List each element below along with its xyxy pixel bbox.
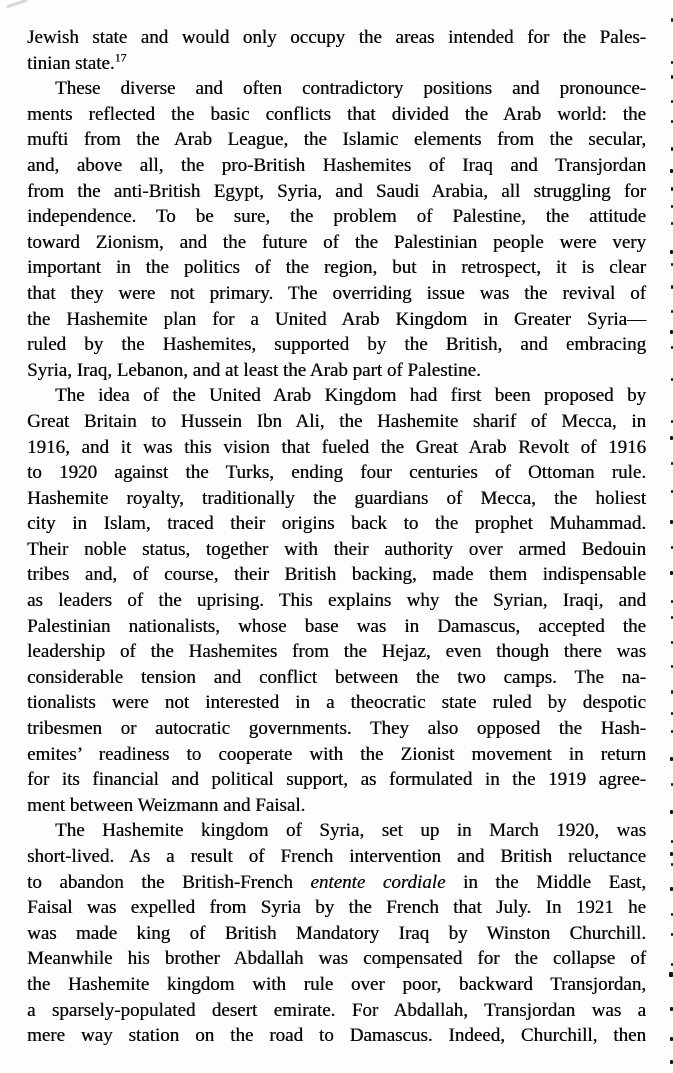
text-segment: Faisal was expelled from Syria by the French that July. In 1921 he <box>27 897 646 919</box>
text-line <box>27 588 646 614</box>
text-line <box>27 793 646 819</box>
text-segment: for its financial and political support, as formulated in the 1919 agree- <box>27 769 646 791</box>
text-segment: 1916, and it was this vision that fueled the Great Arab Revolt of 1916 <box>27 436 646 458</box>
text-segment: toward Zionism, and the future of the Palestinian people were very <box>27 231 646 253</box>
text-segment: tribesmen or autocratic governments. They also opposed the Hash- <box>27 718 646 740</box>
italic-phrase: entente cordiale <box>310 871 446 893</box>
text-segment: emites’ readiness to cooperate with the Zionist movement in return <box>27 743 646 765</box>
edge-mark <box>669 972 673 977</box>
text-line <box>27 537 646 563</box>
text-segment: important in the politics of the region, but in retrospect, it is clear <box>27 257 646 279</box>
text-segment: from the anti-British Egypt, Syria, and Saudi Arabia, all struggling for <box>27 180 646 202</box>
text-segment: the Hashemite kingdom with rule over poor, backward Transjordan, <box>27 973 646 995</box>
text-line <box>27 767 646 793</box>
text-segment: city in Islam, traced their origins back to the prophet Muhammad. <box>27 513 646 535</box>
text-segment: tionalists were not interested in a theocratic state ruled by despotic <box>27 692 646 714</box>
text-segment: These diverse and often contradictory positions and pronounce- <box>55 78 646 100</box>
text-segment: leadership of the Hashemites from the Hejaz, even though there was <box>27 641 646 663</box>
text-line <box>27 230 646 256</box>
text-line <box>27 1023 646 1049</box>
text-segment: tinian state. <box>27 52 115 74</box>
text-segment: considerable tension and conflict between the two camps. The na- <box>27 666 646 688</box>
text-line <box>27 409 646 435</box>
text-segment: The idea of the United Arab Kingdom had first been proposed by <box>55 385 646 407</box>
text-segment: ment between Weizmann and Faisal. <box>27 794 306 816</box>
text-segment: and, above all, the pro-British Hashemites of Iraq and Transjordan <box>27 154 646 176</box>
text-segment: Syria, Iraq, Lebanon, and at least the Arab part of Palestine. <box>27 359 481 381</box>
text-line <box>27 870 646 896</box>
text-line <box>27 716 646 742</box>
text-segment: mufti from the Arab League, the Islamic elements from the secular, <box>27 129 646 151</box>
text-segment: tribes and, of course, their British backing, made them indispensable <box>27 564 646 586</box>
text-segment: to abandon the British-French <box>27 871 311 893</box>
text-segment: to 1920 against the Turks, ending four centuries of Ottoman rule. <box>27 462 646 484</box>
text-segment: ments reflected the basic conflicts that divided the Arab world: the <box>27 103 646 125</box>
text-segment: mere way station on the road to Damascus. Indeed, Churchill, then <box>27 1025 646 1047</box>
text-line <box>27 127 646 153</box>
text-line <box>27 281 646 307</box>
text-line <box>27 639 646 665</box>
text-segment: Great Britain to Hussein Ibn Ali, the Hashemite sharif of Mecca, in <box>27 410 646 432</box>
text-segment: a sparsely-populated desert emirate. For Abdallah, Transjordan was a <box>27 999 646 1021</box>
text-line <box>27 255 646 281</box>
text-segment: as leaders of the uprising. This explains why the Syrian, Iraqi, and <box>27 590 646 612</box>
text-line <box>27 204 646 230</box>
text-line <box>27 690 646 716</box>
text-line <box>27 25 646 51</box>
text-segment: Meanwhile his brother Abdallah was compensated for the collapse of <box>27 948 646 970</box>
text-segment: short-lived. As a result of French intervention and British reluctance <box>27 846 646 867</box>
text-segment: Jewish state and would only occupy the areas intended for the Pales- <box>27 27 646 48</box>
text-line <box>27 742 646 768</box>
text-line <box>27 102 646 128</box>
text-line <box>27 153 646 179</box>
text-line <box>27 895 646 921</box>
text-segment: Their noble status, together with their authority over armed Bedouin <box>27 538 646 560</box>
text-segment: The Hashemite kingdom of Syria, set up in March 1920, was <box>55 820 646 842</box>
text-segment: that they were not primary. The overriding issue was the revival of <box>27 282 646 304</box>
text-line <box>27 179 646 205</box>
text-line <box>27 972 646 998</box>
text-segment: Hashemite royalty, traditionally the guardians of Mecca, the holiest <box>27 487 646 509</box>
footnote-marker: 17 <box>114 51 127 65</box>
text-segment: ruled by the Hashemites, supported by the British, and embracing <box>27 334 646 356</box>
text-segment: the Hashemite plan for a United Arab Kingdom in Greater Syria— <box>27 308 646 330</box>
text-line <box>27 383 646 409</box>
page-text-column <box>27 25 646 1049</box>
text-segment: independence. To be sure, the problem of Palestine, the attitude <box>27 206 646 228</box>
text-segment: Palestinian nationalists, whose base was in Damascus, accepted the <box>27 615 646 637</box>
scan-smudge <box>6 0 28 8</box>
text-segment: in the Middle East, <box>445 871 646 893</box>
text-line <box>27 435 646 461</box>
text-segment: was made king of British Mandatory Iraq by Winston Churchill. <box>27 922 646 944</box>
text-line <box>27 460 646 486</box>
text-line <box>27 844 646 870</box>
text-line <box>27 307 646 333</box>
text-line <box>27 562 646 588</box>
text-line <box>27 76 646 102</box>
text-line <box>27 665 646 691</box>
text-line <box>27 51 646 77</box>
text-line <box>27 486 646 512</box>
text-line <box>27 946 646 972</box>
text-line <box>27 921 646 947</box>
text-line <box>27 614 646 640</box>
text-line <box>27 818 646 844</box>
text-line <box>27 332 646 358</box>
text-line <box>27 998 646 1024</box>
text-line <box>27 511 646 537</box>
text-line <box>27 358 646 384</box>
